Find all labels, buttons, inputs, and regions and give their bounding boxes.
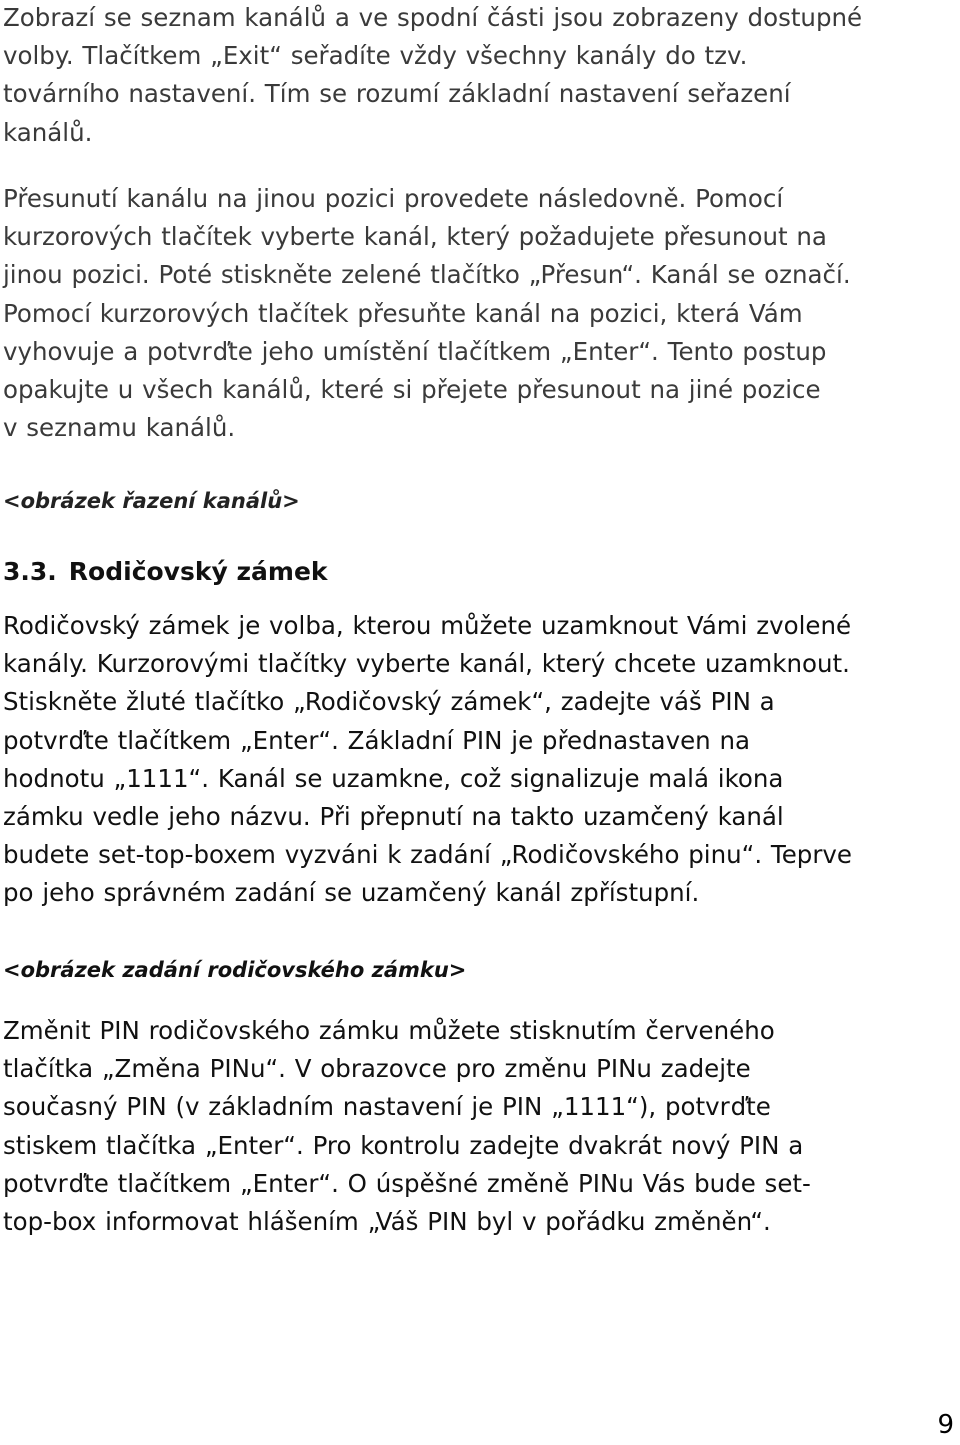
section-heading: [3, 554, 328, 590]
section-title: Rodičovský zámek: [68, 557, 328, 586]
text-line: současný PIN (v základním nastavení je PIN „1111“), potvrďte: [3, 1092, 771, 1122]
paragraph-change-pin: [3, 1012, 957, 1241]
text-line: kurzorových tlačítek vyberte kanál, který požadujete přesunout na: [3, 222, 827, 252]
text-line: opakujte u všech kanálů, které si přejete přesunout na jiné pozice: [3, 375, 821, 405]
page-number: 9: [937, 1410, 954, 1440]
text-line: v seznamu kanálů.: [3, 413, 236, 443]
text-line: tlačítka „Změna PINu“. V obrazovce pro změnu PINu zadejte: [3, 1054, 751, 1084]
text-line: vyhovuje a potvrďte jeho umístění tlačítkem „Enter“. Tento postup: [3, 336, 827, 366]
text-line: Přesunutí kanálu na jinou pozici provedete následovně. Pomocí: [3, 184, 784, 213]
text-line: kanály. Kurzorovými tlačítky vyberte kanál, který chcete uzamknout.: [3, 649, 850, 679]
text-line: volby. Tlačítkem „Exit“ seřadíte vždy všechny kanály do tzv.: [3, 41, 748, 71]
paragraph-channel-list-intro: [3, 0, 957, 152]
text-line: kanálů.: [3, 117, 93, 147]
text-line: Změnit PIN rodičovského zámku můžete stisknutím červeného: [3, 1016, 775, 1045]
text-line: továrního nastavení. Tím se rozumí základní nastavení seřazení: [3, 79, 791, 109]
image-placeholder-caption-channel-sorting: <obrázek řazení kanálů>: [3, 489, 300, 513]
text-line: hodnotu „1111“. Kanál se uzamkne, což signalizuje malá ikona: [3, 763, 784, 793]
text-line: top-box informovat hlášením „Váš PIN byl v pořádku změněn“.: [3, 1207, 771, 1237]
image-placeholder-caption-parental-lock: <obrázek zadání rodičovského zámku>: [3, 958, 467, 982]
text-line: potvrďte tlačítkem „Enter“. Základní PIN je přednastaven na: [3, 725, 751, 755]
paragraph-channel-move: [3, 180, 957, 447]
text-line: zámku vedle jeho názvu. Při přepnutí na takto uzamčený kanál: [3, 802, 784, 832]
text-line: Zobrazí se seznam kanálů a ve spodní části jsou zobrazeny dostupné: [3, 3, 863, 32]
text-line: jinou pozici. Poté stiskněte zelené tlačítko „Přesun“. Kanál se označí.: [3, 260, 851, 290]
text-line: Pomocí kurzorových tlačítek přesuňte kanál na pozici, která Vám: [3, 298, 803, 328]
text-line: budete set-top-boxem vyzváni k zadání „Rodičovského pinu“. Teprve: [3, 840, 852, 870]
text-line: stiskem tlačítka „Enter“. Pro kontrolu zadejte dvakrát nový PIN a: [3, 1130, 804, 1160]
text-line: po jeho správném zadání se uzamčený kanál zpřístupní.: [3, 878, 700, 908]
section-number: 3.3.: [3, 557, 57, 586]
paragraph-parental-lock: [3, 607, 957, 913]
text-line: Rodičovský zámek je volba, kterou můžete uzamknout Vámi zvolené: [3, 611, 852, 640]
text-line: Stiskněte žluté tlačítko „Rodičovský zámek“, zadejte váš PIN a: [3, 687, 775, 717]
text-line: potvrďte tlačítkem „Enter“. O úspěšné změně PINu Vás bude set-: [3, 1168, 811, 1198]
